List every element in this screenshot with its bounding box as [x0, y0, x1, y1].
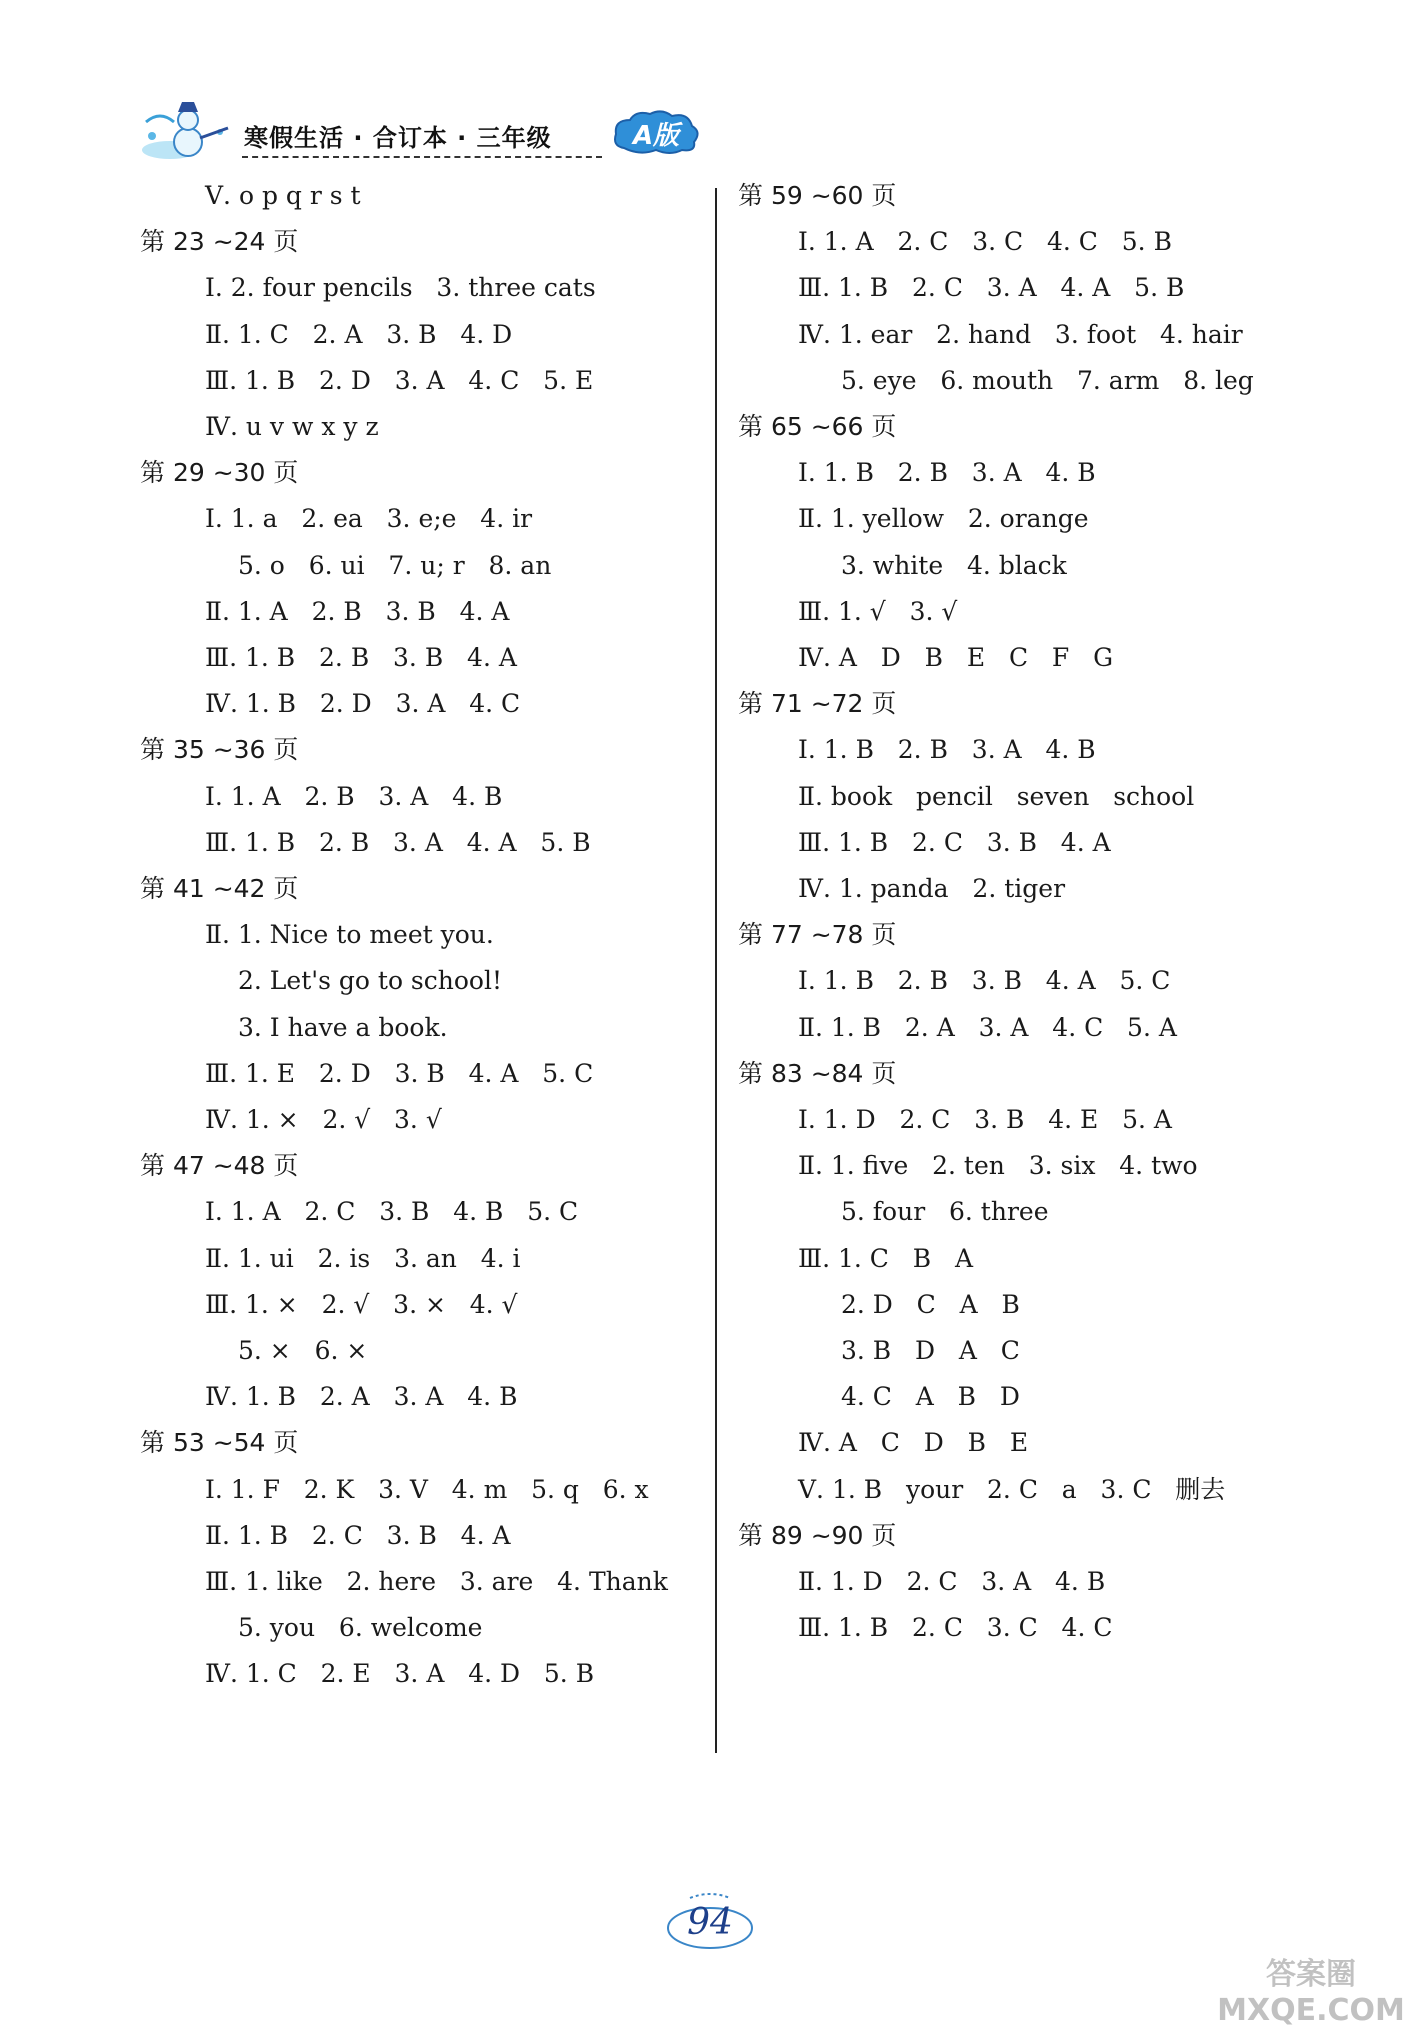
answer-line: Ⅲ. 1. B 2. C 3. A 4. A 5. B	[798, 273, 1185, 303]
section-heading: 第 89 ~90 页	[738, 1520, 897, 1550]
section-heading: 第 59 ~60 页	[738, 181, 897, 210]
answer-line: Ⅲ. 1. B 2. B 3. B 4. A	[205, 643, 517, 672]
answer-line: Ⅰ. 1. F 2. K 3. V 4. m 5. q 6. x	[205, 1474, 649, 1504]
snowman-illustration-icon	[140, 92, 240, 168]
section-heading: 第 83 ~84 页	[738, 1058, 897, 1088]
answer-line: Ⅳ. 1. panda 2. tiger	[798, 874, 1066, 903]
answer-line: Ⅱ. 1. yellow 2. orange	[798, 504, 1089, 534]
answer-line: Ⅳ. 1. × 2. √ 3. √	[205, 1105, 442, 1134]
section-heading: 第 53 ~54 页	[140, 1428, 299, 1458]
answer-line: Ⅱ. 1. D 2. C 3. A 4. B	[798, 1567, 1106, 1596]
answer-line: Ⅳ. 1. C 2. E 3. A 4. D 5. B	[205, 1659, 595, 1689]
answer-line: Ⅲ. 1. C B A	[798, 1243, 974, 1273]
edition-badge	[610, 108, 702, 156]
answer-line: Ⅲ. 1. E 2. D 3. B 4. A 5. C	[205, 1058, 594, 1088]
page-number-badge	[660, 1888, 760, 1952]
answer-continuation: 2. D C A B	[841, 1289, 1020, 1319]
answer-line: Ⅲ. 1. like 2. here 3. are 4. Thank	[205, 1567, 668, 1596]
answer-continuation: 3. white 4. black	[841, 550, 1067, 580]
answer-line: Ⅱ. 1. ui 2. is 3. an 4. i	[205, 1243, 521, 1273]
answer-line: Ⅲ. 1. × 2. √ 3. × 4. √	[205, 1289, 518, 1319]
answer-line: Ⅳ. 1. B 2. D 3. A 4. C	[205, 689, 521, 719]
watermark-text: 答案圈 MXQE.COM	[1217, 1957, 1405, 2028]
answer-line: Ⅱ. 1. five 2. ten 3. six 4. two	[798, 1151, 1198, 1181]
answer-line: Ⅳ. u v w x y z	[205, 412, 379, 441]
header-underline	[242, 156, 602, 158]
answer-line: Ⅱ. 1. B 2. C 3. B 4. A	[205, 1520, 511, 1550]
answer-line: Ⅰ. 1. B 2. B 3. A 4. B	[798, 735, 1096, 765]
answer-continuation: 5. o 6. ui 7. u; r 8. an	[238, 550, 552, 580]
answer-line: Ⅳ. 1. B 2. A 3. A 4. B	[205, 1382, 518, 1412]
section-heading: 第 23 ~24 页	[140, 227, 299, 257]
site-watermark	[1216, 1948, 1406, 2028]
answer-line: Ⅱ. 1. C 2. A 3. B 4. D	[205, 319, 513, 349]
answer-continuation: 2. Let's go to school!	[238, 966, 503, 996]
answer-continuation: 4. C A B D	[841, 1382, 1020, 1412]
answer-line: Ⅲ. 1. B 2. C 3. B 4. A	[798, 827, 1111, 857]
section-heading: 第 77 ~78 页	[738, 920, 897, 950]
answer-line: Ⅳ. A D B E C F G	[798, 643, 1114, 672]
column-divider	[715, 188, 717, 1753]
answer-line: Ⅴ. 1. B your 2. C a 3. C 删去	[798, 1474, 1226, 1504]
page-header	[140, 92, 720, 168]
section-heading: 第 47 ~48 页	[140, 1151, 299, 1181]
answer-line: Ⅰ. 1. D 2. C 3. B 4. E 5. A	[798, 1105, 1172, 1134]
answer-continuation: 3. I have a book.	[238, 1012, 448, 1042]
answer-line: Ⅲ. 1. B 2. D 3. A 4. C 5. E	[205, 365, 594, 395]
answer-line: Ⅱ. 1. Nice to meet you.	[205, 920, 494, 950]
answer-line: Ⅲ. 1. √ 3. √	[798, 596, 958, 626]
answer-line: Ⅰ. 1. B 2. B 3. B 4. A 5. C	[798, 966, 1171, 996]
answer-continuation: 3. B D A C	[841, 1336, 1020, 1365]
answer-continuation: 5. × 6. ×	[238, 1336, 368, 1365]
answer-line: Ⅲ. 1. B 2. B 3. A 4. A 5. B	[205, 827, 591, 857]
answer-line: Ⅱ. book pencil seven school	[798, 781, 1195, 811]
answer-continuation: 5. four 6. three	[841, 1197, 1049, 1227]
section-heading: 第 29 ~30 页	[140, 458, 299, 488]
answer-line: Ⅰ. 1. A 2. B 3. A 4. B	[205, 781, 503, 811]
answer-line: Ⅰ. 1. B 2. B 3. A 4. B	[798, 458, 1096, 488]
answer-continuation: 5. you 6. welcome	[238, 1613, 483, 1643]
section-heading: 第 71 ~72 页	[738, 689, 897, 719]
edition-badge-label: A版	[632, 121, 680, 151]
page-number: 94	[687, 1902, 733, 1943]
answer-line: Ⅴ. o p q r s t	[205, 181, 361, 210]
answer-line: Ⅲ. 1. B 2. C 3. C 4. C	[798, 1613, 1113, 1643]
section-heading: 第 41 ~42 页	[140, 874, 299, 903]
answer-line: Ⅰ. 2. four pencils 3. three cats	[205, 273, 596, 303]
answer-line: Ⅱ. 1. B 2. A 3. A 4. C 5. A	[798, 1012, 1177, 1042]
answer-continuation: 5. eye 6. mouth 7. arm 8. leg	[841, 365, 1254, 395]
answer-line: Ⅰ. 1. A 2. C 3. C 4. C 5. B	[798, 227, 1172, 257]
answer-line: Ⅳ. A C D B E	[798, 1428, 1029, 1458]
answer-line: Ⅰ. 1. a 2. ea 3. e;e 4. ir	[205, 504, 533, 534]
book-title: 寒假生活 · 合订本 · 三年级	[244, 124, 552, 152]
answer-line: Ⅳ. 1. ear 2. hand 3. foot 4. hair	[798, 319, 1243, 349]
section-heading: 第 35 ~36 页	[140, 735, 299, 765]
answer-line: Ⅱ. 1. A 2. B 3. B 4. A	[205, 596, 510, 626]
section-heading: 第 65 ~66 页	[738, 412, 897, 441]
answer-line: Ⅰ. 1. A 2. C 3. B 4. B 5. C	[205, 1197, 579, 1227]
